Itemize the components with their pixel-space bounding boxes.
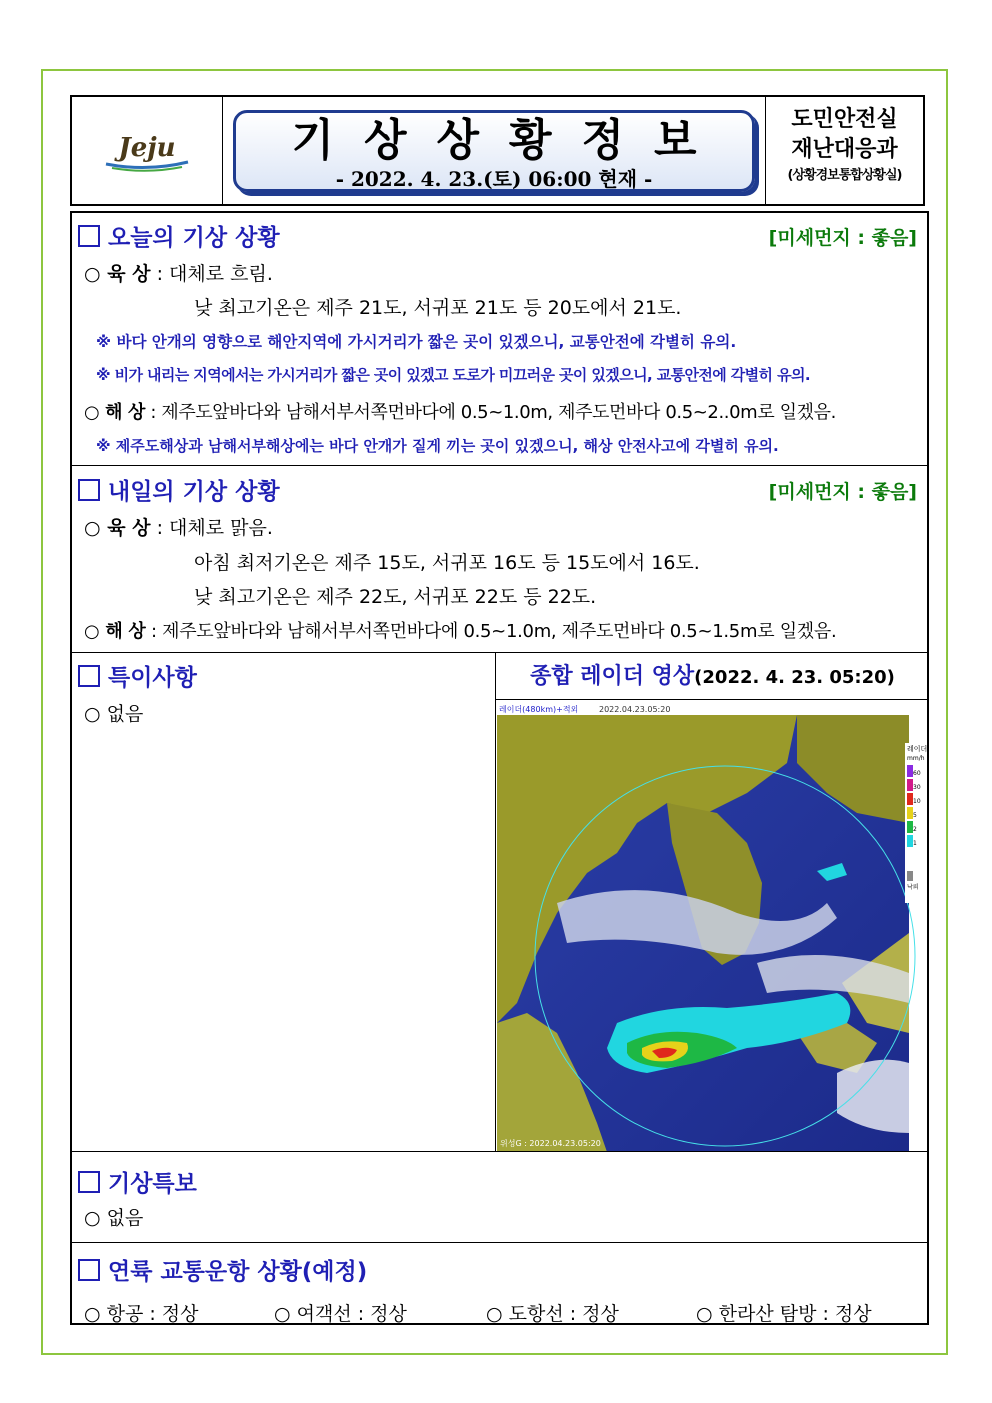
title-box: [233, 110, 755, 192]
tomorrow-land-line3: 낮 최고기온은 제주 22도, 서귀포 22도 등 22도.: [194, 586, 597, 608]
tomorrow-sea-line: : 제주도앞바다와 남해서부서쪽먼바다에 0.5~1.0m, 제주도먼바다 0.5~1.5m로 일겠음.: [150, 621, 837, 642]
transport-heading: [78, 1253, 367, 1286]
radar-legend: [905, 743, 927, 903]
transport-heading-text: 연륙 교통운항 상황(예정): [108, 1259, 368, 1285]
warning-heading: [78, 1165, 197, 1198]
transport-ferry: ○ 여객선 : 정상: [274, 1303, 407, 1325]
legend-value: 5: [913, 812, 917, 819]
tomorrow-heading: [78, 473, 280, 506]
today-sea-line: : 제주도앞바다와 남해서부서쪽먼바다에 0.5~1.0m, 제주도먼바다 0.5~2..0m로 일겠음.: [150, 402, 836, 423]
dept-line2: 재난대응과: [791, 137, 898, 162]
tomorrow-land-label: ○ 육 상: [84, 517, 151, 539]
legend-value: 1: [913, 840, 917, 847]
dept-line1: 도민안전실: [791, 107, 898, 132]
legend-value: 30: [913, 784, 921, 791]
special-item: ○ 없음: [84, 703, 144, 725]
today-note3: ※ 제주도해상과 남해서부해상에는 바다 안개가 짙게 끼는 곳이 있겠으니, 해상 안전사고에 각별히 유의.: [96, 437, 779, 455]
tomorrow-land-line2: 아침 최저기온은 제주 15도, 서귀포 16도 등 15도에서 16도.: [194, 552, 700, 574]
tomorrow-sea-label: ○ 해 상: [84, 621, 146, 642]
today-land-label: ○ 육 상: [84, 263, 151, 285]
header: [70, 95, 925, 206]
main-table: [70, 211, 929, 1325]
warning-item: ○ 없음: [84, 1207, 144, 1229]
today-land-line2: 낮 최고기온은 제주 21도, 서귀포 21도 등 20도에서 21도.: [194, 297, 682, 319]
legend-value: 60: [913, 770, 921, 777]
today-heading: [78, 219, 280, 252]
today-land-line1: : 대체로 흐림.: [156, 263, 273, 285]
checkbox-icon: [78, 1259, 100, 1281]
jeju-logo-icon: [92, 126, 202, 176]
legend-value: 2: [913, 826, 917, 833]
legend-extra: 낙뢰: [907, 884, 919, 891]
divider: [72, 652, 927, 653]
tomorrow-land: [84, 513, 273, 540]
legend-unit: mm/h: [907, 755, 925, 762]
today-land: [84, 259, 273, 286]
transport-island: ○ 도항선 : 정상: [486, 1303, 619, 1325]
checkbox-icon: [78, 1171, 100, 1193]
column-divider: [495, 653, 496, 1151]
special-heading-text: 특이사항: [108, 665, 197, 691]
today-note1: ※ 바다 안개의 영향으로 해안지역에 가시거리가 짧은 곳이 있겠으니, 교통안전에 각별히 유의.: [96, 333, 737, 351]
tomorrow-dust: [미세먼지 : 좋음]: [768, 481, 917, 503]
svg-text:Jeju: Jeju: [118, 132, 176, 163]
radar-map: [497, 703, 928, 1152]
divider: [495, 699, 927, 700]
today-dust: [미세먼지 : 좋음]: [768, 227, 917, 249]
radar-label-time: 2022.04.23.05:20: [599, 705, 671, 714]
radar-title-text: 종합 레이더 영상: [530, 664, 695, 689]
jeju-logo: [72, 97, 223, 204]
radar-time: (2022. 4. 23. 05:20): [694, 667, 895, 688]
checkbox-icon: [78, 479, 100, 501]
dept-line3: (상황경보통합상황실): [787, 168, 902, 183]
today-sea-label: ○ 해 상: [84, 402, 146, 423]
warning-heading-text: 기상특보: [108, 1171, 197, 1197]
radar-title: [498, 659, 927, 690]
legend-value: 10: [913, 798, 921, 805]
radar-label-bottom: 위성G : 2022.04.23.05:20: [500, 1139, 601, 1148]
transport-air: ○ 항공 : 정상: [84, 1303, 199, 1325]
checkbox-icon: [78, 225, 100, 247]
divider: [72, 1242, 927, 1243]
legend-title: 레이더: [907, 745, 928, 753]
title-cell: [223, 97, 765, 204]
today-note2: ※ 비가 내리는 지역에서는 가시거리가 짧은 곳이 있겠고 도로가 미끄러운 곳이 있겠으니, 교통안전에 각별히 유의.: [96, 366, 810, 384]
radar-label-top: 레이더(480km)+적외: [499, 705, 579, 714]
department: [765, 97, 923, 204]
tomorrow-sea: [84, 617, 836, 643]
transport-hallasan: ○ 한라산 탐방 : 정상: [696, 1303, 872, 1325]
tomorrow-heading-text: 내일의 기상 상황: [108, 479, 280, 505]
divider: [72, 465, 927, 466]
transport-status: [84, 1299, 872, 1326]
page-title: 기상상황정보: [291, 114, 727, 166]
special-heading: [78, 659, 197, 692]
report-datetime: - 2022. 4. 23.(토) 06:00 현재 -: [335, 166, 653, 191]
radar-image: [497, 703, 928, 1152]
divider: [72, 1151, 927, 1152]
today-heading-text: 오늘의 기상 상황: [108, 225, 280, 251]
tomorrow-land-line1: : 대체로 맑음.: [156, 517, 273, 539]
today-sea: [84, 398, 836, 424]
checkbox-icon: [78, 665, 100, 687]
